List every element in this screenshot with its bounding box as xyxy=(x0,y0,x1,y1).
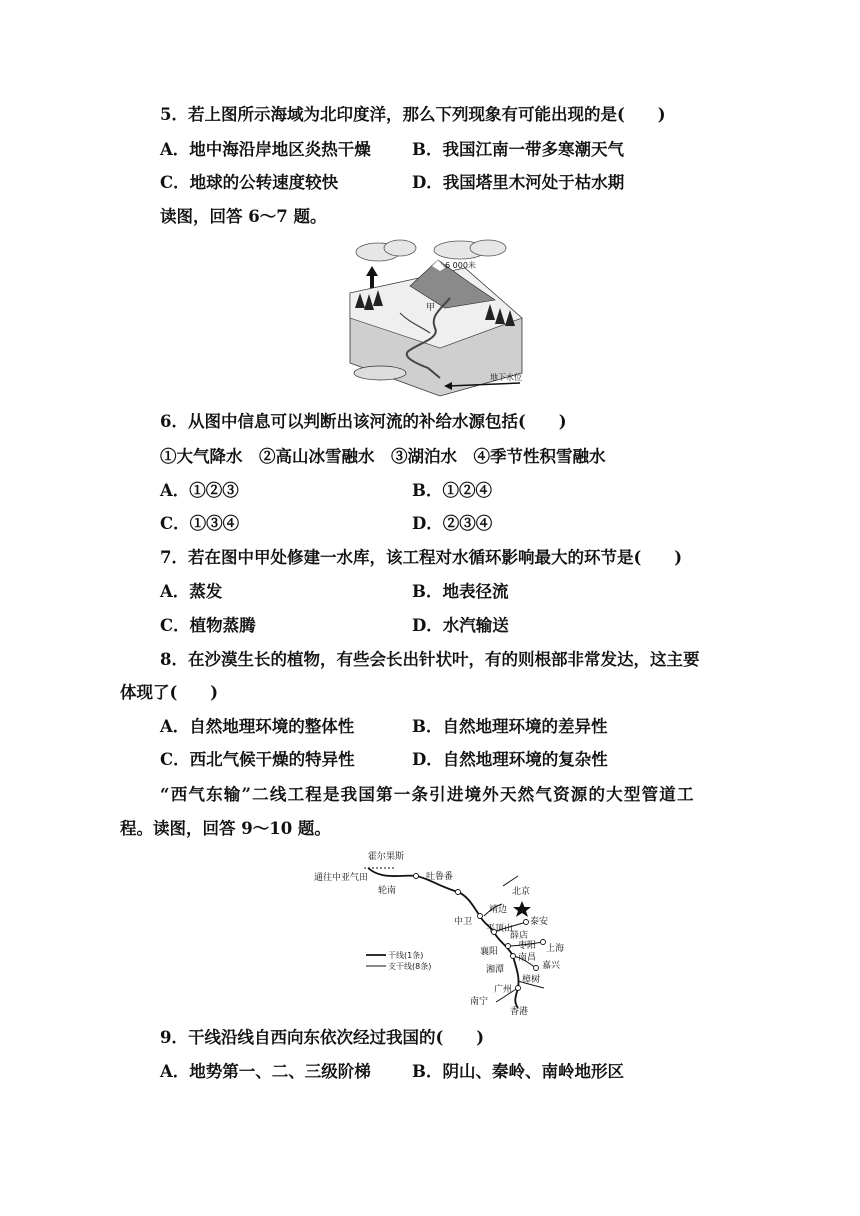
city-jiaxing: 嘉兴 xyxy=(542,961,561,971)
q8-option-a: A．自然地理环境的整体性 xyxy=(160,717,355,736)
q6-sources: ①大气降水 ②高山冰雪融水 ③湖泊水 ④季节性积雪融水 xyxy=(160,447,606,466)
pipeline-map-figure xyxy=(308,846,608,1018)
q5-option-a: A．地中海沿岸地区炎热干燥 xyxy=(160,140,371,159)
q7-option-b: B．地表径流 xyxy=(412,582,509,601)
q7-option-d: D．水汽输送 xyxy=(412,616,509,635)
city-xiangyang: 襄阳 xyxy=(480,947,499,957)
q8-option-d: D．自然地理环境的复杂性 xyxy=(412,750,608,769)
city-zhangshu: 樟树 xyxy=(522,975,541,985)
beijing-star-icon xyxy=(513,901,531,917)
water-cycle-figure xyxy=(340,238,530,398)
city-pingdingshan: 平顶山 xyxy=(486,924,514,934)
q5-option-b: B．我国江南一带多寒潮天气 xyxy=(412,140,624,159)
city-zhongwei: 中卫 xyxy=(454,917,473,927)
q5-stem: 5．若上图所示海域为北印度洋，那么下列现象有可能出现的是( ) xyxy=(160,105,666,124)
q7-stem: 7．若在图中甲处修建一水库，该工程对水循环影响最大的环节是( ) xyxy=(160,548,683,567)
city-zaoyang: 枣阳 xyxy=(518,941,537,951)
q6-option-a: A．①②③ xyxy=(160,481,239,500)
city-xianggang: 香港 xyxy=(510,1007,529,1017)
intro-q9-10-line2: 程。读图，回答 9～10 题。 xyxy=(120,819,331,838)
city-lunnan: 轮南 xyxy=(378,886,397,896)
q8-option-c: C．西北气候干燥的特异性 xyxy=(160,750,355,769)
city-shanghai: 上海 xyxy=(546,944,565,954)
city-nanchang: 南昌 xyxy=(518,953,537,963)
city-nanning: 南宁 xyxy=(470,997,489,1007)
q6-option-d: D．②③④ xyxy=(412,514,493,533)
label-height: 6 000米 xyxy=(445,261,476,270)
q9-stem: 9．干线沿线自西向东依次经过我国的( ) xyxy=(160,1028,485,1047)
label-jia: 甲 xyxy=(426,303,436,313)
city-jingbian: 靖边 xyxy=(489,905,508,915)
intro-q6-7: 读图，回答 6～7 题。 xyxy=(160,207,327,226)
q6-option-b: B．①②④ xyxy=(412,481,492,500)
city-xiangtan: 湘潭 xyxy=(486,965,505,975)
city-taian: 泰安 xyxy=(530,917,549,927)
q6-stem: 6．从图中信息可以判断出该河流的补给水源包括( ) xyxy=(160,412,567,431)
q5-option-d: D．我国塔里木河处于枯水期 xyxy=(412,173,625,192)
q8-stem-line2: 体现了( ) xyxy=(120,683,219,702)
city-guangzhou: 广州 xyxy=(494,985,513,995)
q9-option-b: B．阴山、秦岭、南岭地形区 xyxy=(412,1062,624,1081)
legend-branch-label: 支干线(8条) xyxy=(388,962,432,971)
q6-option-c: C．①③④ xyxy=(160,514,240,533)
city-xuedian: 薛店 xyxy=(510,931,529,941)
city-beijing: 北京 xyxy=(512,887,531,897)
legend-main-label: 干线(1条) xyxy=(388,951,424,960)
city-zhongya: 通往中亚气田 xyxy=(314,873,369,883)
q9-option-a: A．地势第一、二、三级阶梯 xyxy=(160,1062,371,1081)
intro-q9-10-line1: “西气东输”二线工程是我国第一条引进境外天然气资源的大型管道工 xyxy=(160,785,695,804)
q8-option-b: B．自然地理环境的差异性 xyxy=(412,717,608,736)
q7-option-a: A．蒸发 xyxy=(160,582,223,601)
q7-option-c: C．植物蒸腾 xyxy=(160,616,256,635)
q8-stem-line1: 8．在沙漠生长的植物，有些会长出针状叶，有的则根部非常发达，这主要 xyxy=(160,650,700,669)
label-groundwater: 地下水位 xyxy=(490,373,522,382)
city-huoerguosi: 霍尔果斯 xyxy=(368,852,405,862)
city-tulufan: 吐鲁番 xyxy=(426,872,454,882)
q5-option-c: C．地球的公转速度较快 xyxy=(160,173,339,192)
